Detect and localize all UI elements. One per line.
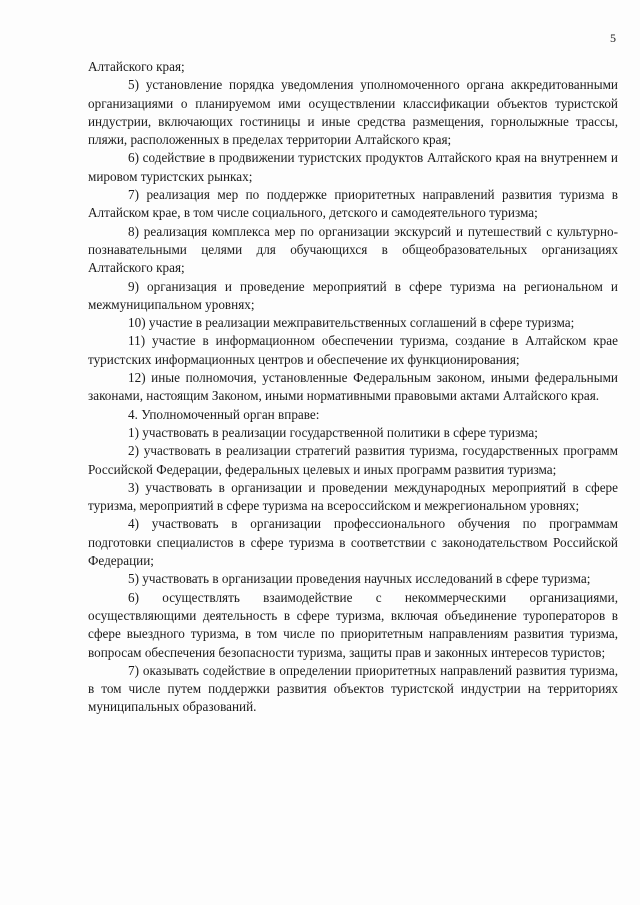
paragraph-right-3: 3) участвовать в организации и проведении международных мероприятий в сфере туризма, мероприятий в сфере туризма на всероссийском и межрегиональном уровнях; xyxy=(88,479,618,514)
paragraph-right-7: 7) оказывать содействие в определении приоритетных направлений развития туризма, в том числе путем поддержки развития объектов туристской индустрии на территориях муниципальных образований. xyxy=(88,662,618,715)
paragraph-item-7: 7) реализация мер по поддержке приоритетных направлений развития туризма в Алтайском крае, в том числе социального, детского и самодеятельного туризма; xyxy=(88,187,618,221)
paragraph-right-1: 1) участвовать в реализации государственной политики в сфере туризма; xyxy=(128,424,538,440)
section-4-heading: 4. Уполномоченный орган вправе: xyxy=(128,406,320,422)
page-number: 5 xyxy=(610,31,616,45)
paragraph-item-11: 11) участие в информационном обеспечении туризма, создание в Алтайском крае туристских информационных центров и обеспечение их функционирования; xyxy=(88,333,618,367)
paragraph-right-2: 2) участвовать в реализации стратегий развития туризма, государственных программ Российской Федерации, федеральных целевых и иных программ развития туризма; xyxy=(88,443,618,477)
paragraph-item-8: 8) реализация комплекса мер по организации экскурсий и путешествий с культурно-познавательными целями для обучающихся в общеобразовательных организациях Алтайского края; xyxy=(88,223,618,276)
paragraph-right-4: 4) участвовать в организации профессионального обучения по программам подготовки специалистов в сфере туризма в соответствии с законодательством Российской Федерации; xyxy=(88,516,618,569)
paragraph-item-12: 12) иные полномочия, установленные Федеральным законом, иными федеральными законами, настоящим Законом, иными нормативными правовыми актами Алтайского края. xyxy=(88,370,618,404)
paragraph-item-5: 5) установление порядка уведомления уполномоченного органа аккредитованными организациями о планируемом ими осуществлении классификации объектов туристской индустрии, включающих гостиницы и иные средства размещения, горнолыжные трассы, пляжи, расположенных в пределах территории Алтайского края; xyxy=(88,77,618,148)
paragraph-item-6: 6) содействие в продвижении туристских продуктов Алтайского края на внутреннем и мировом туристских рынках; xyxy=(88,150,618,184)
paragraph-item-9: 9) организация и проведение мероприятий в сфере туризма на региональном и межмуниципальном уровнях; xyxy=(88,278,618,312)
paragraph-continuation: Алтайского края; xyxy=(88,59,185,74)
paragraph-item-10: 10) участие в реализации межправительственных соглашений в сфере туризма; xyxy=(128,315,575,331)
document-body xyxy=(88,58,618,717)
paragraph-right-5: 5) участвовать в организации проведения научных исследований в сфере туризма; xyxy=(128,571,591,587)
paragraph-right-6: 6) осуществлять взаимодействие с некоммерческими организациями, осуществляющими деятельность в сфере туризма, включая объединение туроператоров в сфере выездного туризма, в том числе по приоритетным направлениям развития туризма, вопросам обеспечения безопасности туризма, защиты прав и законных интересов туристов; xyxy=(88,589,618,660)
